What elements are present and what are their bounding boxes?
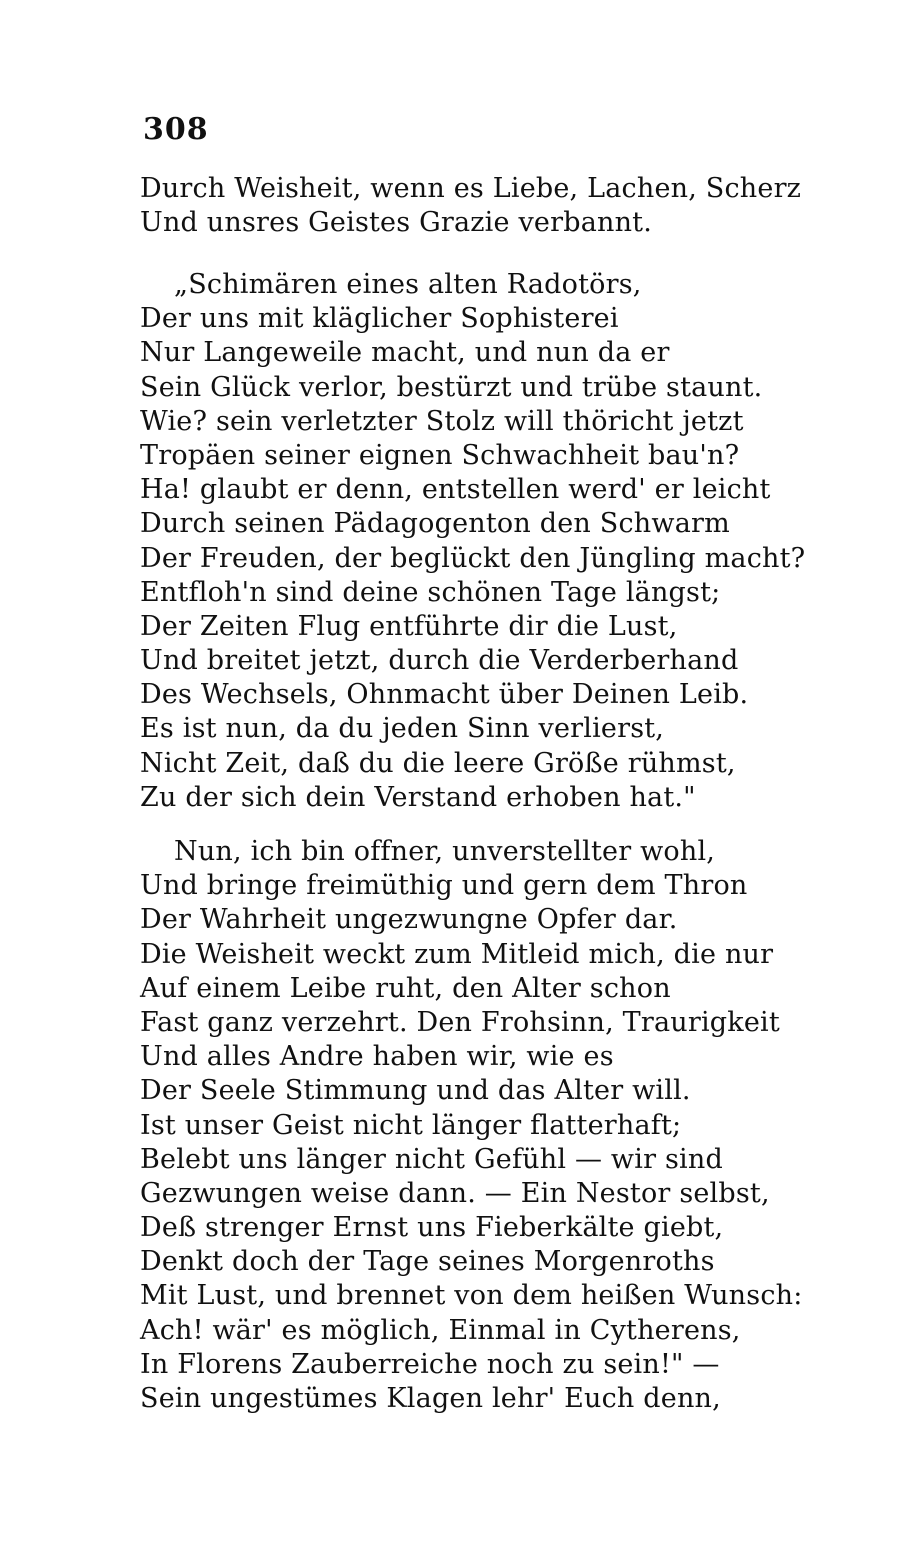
verse-line: Entfloh'n sind deine schönen Tage längst; <box>140 576 721 608</box>
verse-line: In Florens Zauberreiche noch zu sein!" — <box>140 1348 720 1380</box>
verse-line: Deß strenger Ernst uns Fieberkälte giebt, <box>140 1212 724 1244</box>
stanza-reply <box>140 835 803 1416</box>
verse-line: Der Wahrheit ungezwungne Opfer dar. <box>140 904 678 936</box>
verse-line: Auf einem Leibe ruht, den Alter schon <box>140 972 671 1004</box>
verse-line: Und breitet jetzt, durch die Verderberhand <box>140 645 739 677</box>
verse-line: Denkt doch der Tage seines Morgenroths <box>140 1246 715 1278</box>
verse-line: Der uns mit kläglicher Sophisterei <box>140 303 619 335</box>
verse-line: Fast ganz verzehrt. Den Frohsinn, Traurigkeit <box>140 1006 780 1038</box>
verse-line: Mit Lust, und brennet von dem heißen Wunsch: <box>140 1280 803 1312</box>
verse-line: Die Weisheit weckt zum Mitleid mich, die nur <box>140 938 774 970</box>
verse-line: Sein Glück verlor, bestürzt und trübe staunt. <box>140 371 763 403</box>
verse-line: Sein ungestümes Klagen lehr' Euch denn, <box>140 1383 721 1414</box>
verse-line: Gezwungen weise dann. — Ein Nestor selbst, <box>140 1177 770 1209</box>
verse-line: Tropäen seiner eignen Schwachheit bau'n? <box>140 439 740 471</box>
verse-line: Es ist nun, da du jeden Sinn verlierst, <box>140 713 665 745</box>
verse-line: Der Freuden, der beglückt den Jüngling macht? <box>140 542 806 574</box>
verse-line: Durch seinen Pädagogenton den Schwarm <box>140 508 730 540</box>
verse-line: Nicht Zeit, daß du die leere Größe rühmst, <box>140 747 736 779</box>
verse-line: „Schimären eines alten Radotörs, <box>174 269 642 300</box>
verse-line: Nun, ich bin offner, unverstellter wohl, <box>174 836 716 867</box>
verse-line: Ist unser Geist nicht länger flatterhaft; <box>140 1109 682 1141</box>
verse-line: Zu der sich dein Verstand erhoben hat." <box>140 781 696 813</box>
verse-line: Ach! wär' es möglich, Einmal in Cytherens, <box>140 1314 741 1346</box>
verse-line: Und alles Andre haben wir, wie es <box>140 1041 614 1073</box>
verse-line: Belebt uns länger nicht Gefühl — wir sind <box>140 1143 723 1175</box>
verse-line: Des Wechsels, Ohnmacht über Deinen Leib. <box>140 679 749 711</box>
verse-line: Nur Langeweile macht, und nun da er <box>140 337 670 369</box>
verse-line: Und bringe freimüthig und gern dem Thron <box>140 870 748 902</box>
verse-line: Der Seele Stimmung und das Alter will. <box>140 1075 691 1107</box>
verse-line: Ha! glaubt er denn, entstellen werd' er leicht <box>140 474 771 506</box>
verse-line: Wie? sein verletzter Stolz will thöricht jetzt <box>140 405 744 437</box>
verse-line: Der Zeiten Flug entführte dir die Lust, <box>140 610 678 642</box>
verse-line: Und unsres Geistes Grazie verbannt. <box>140 207 652 239</box>
stanza-continuation <box>140 172 800 240</box>
verse-line: Durch Weisheit, wenn es Liebe, Lachen, Scherz <box>140 173 802 204</box>
page-number: 308 <box>143 112 209 147</box>
stanza-quotation <box>140 268 806 815</box>
